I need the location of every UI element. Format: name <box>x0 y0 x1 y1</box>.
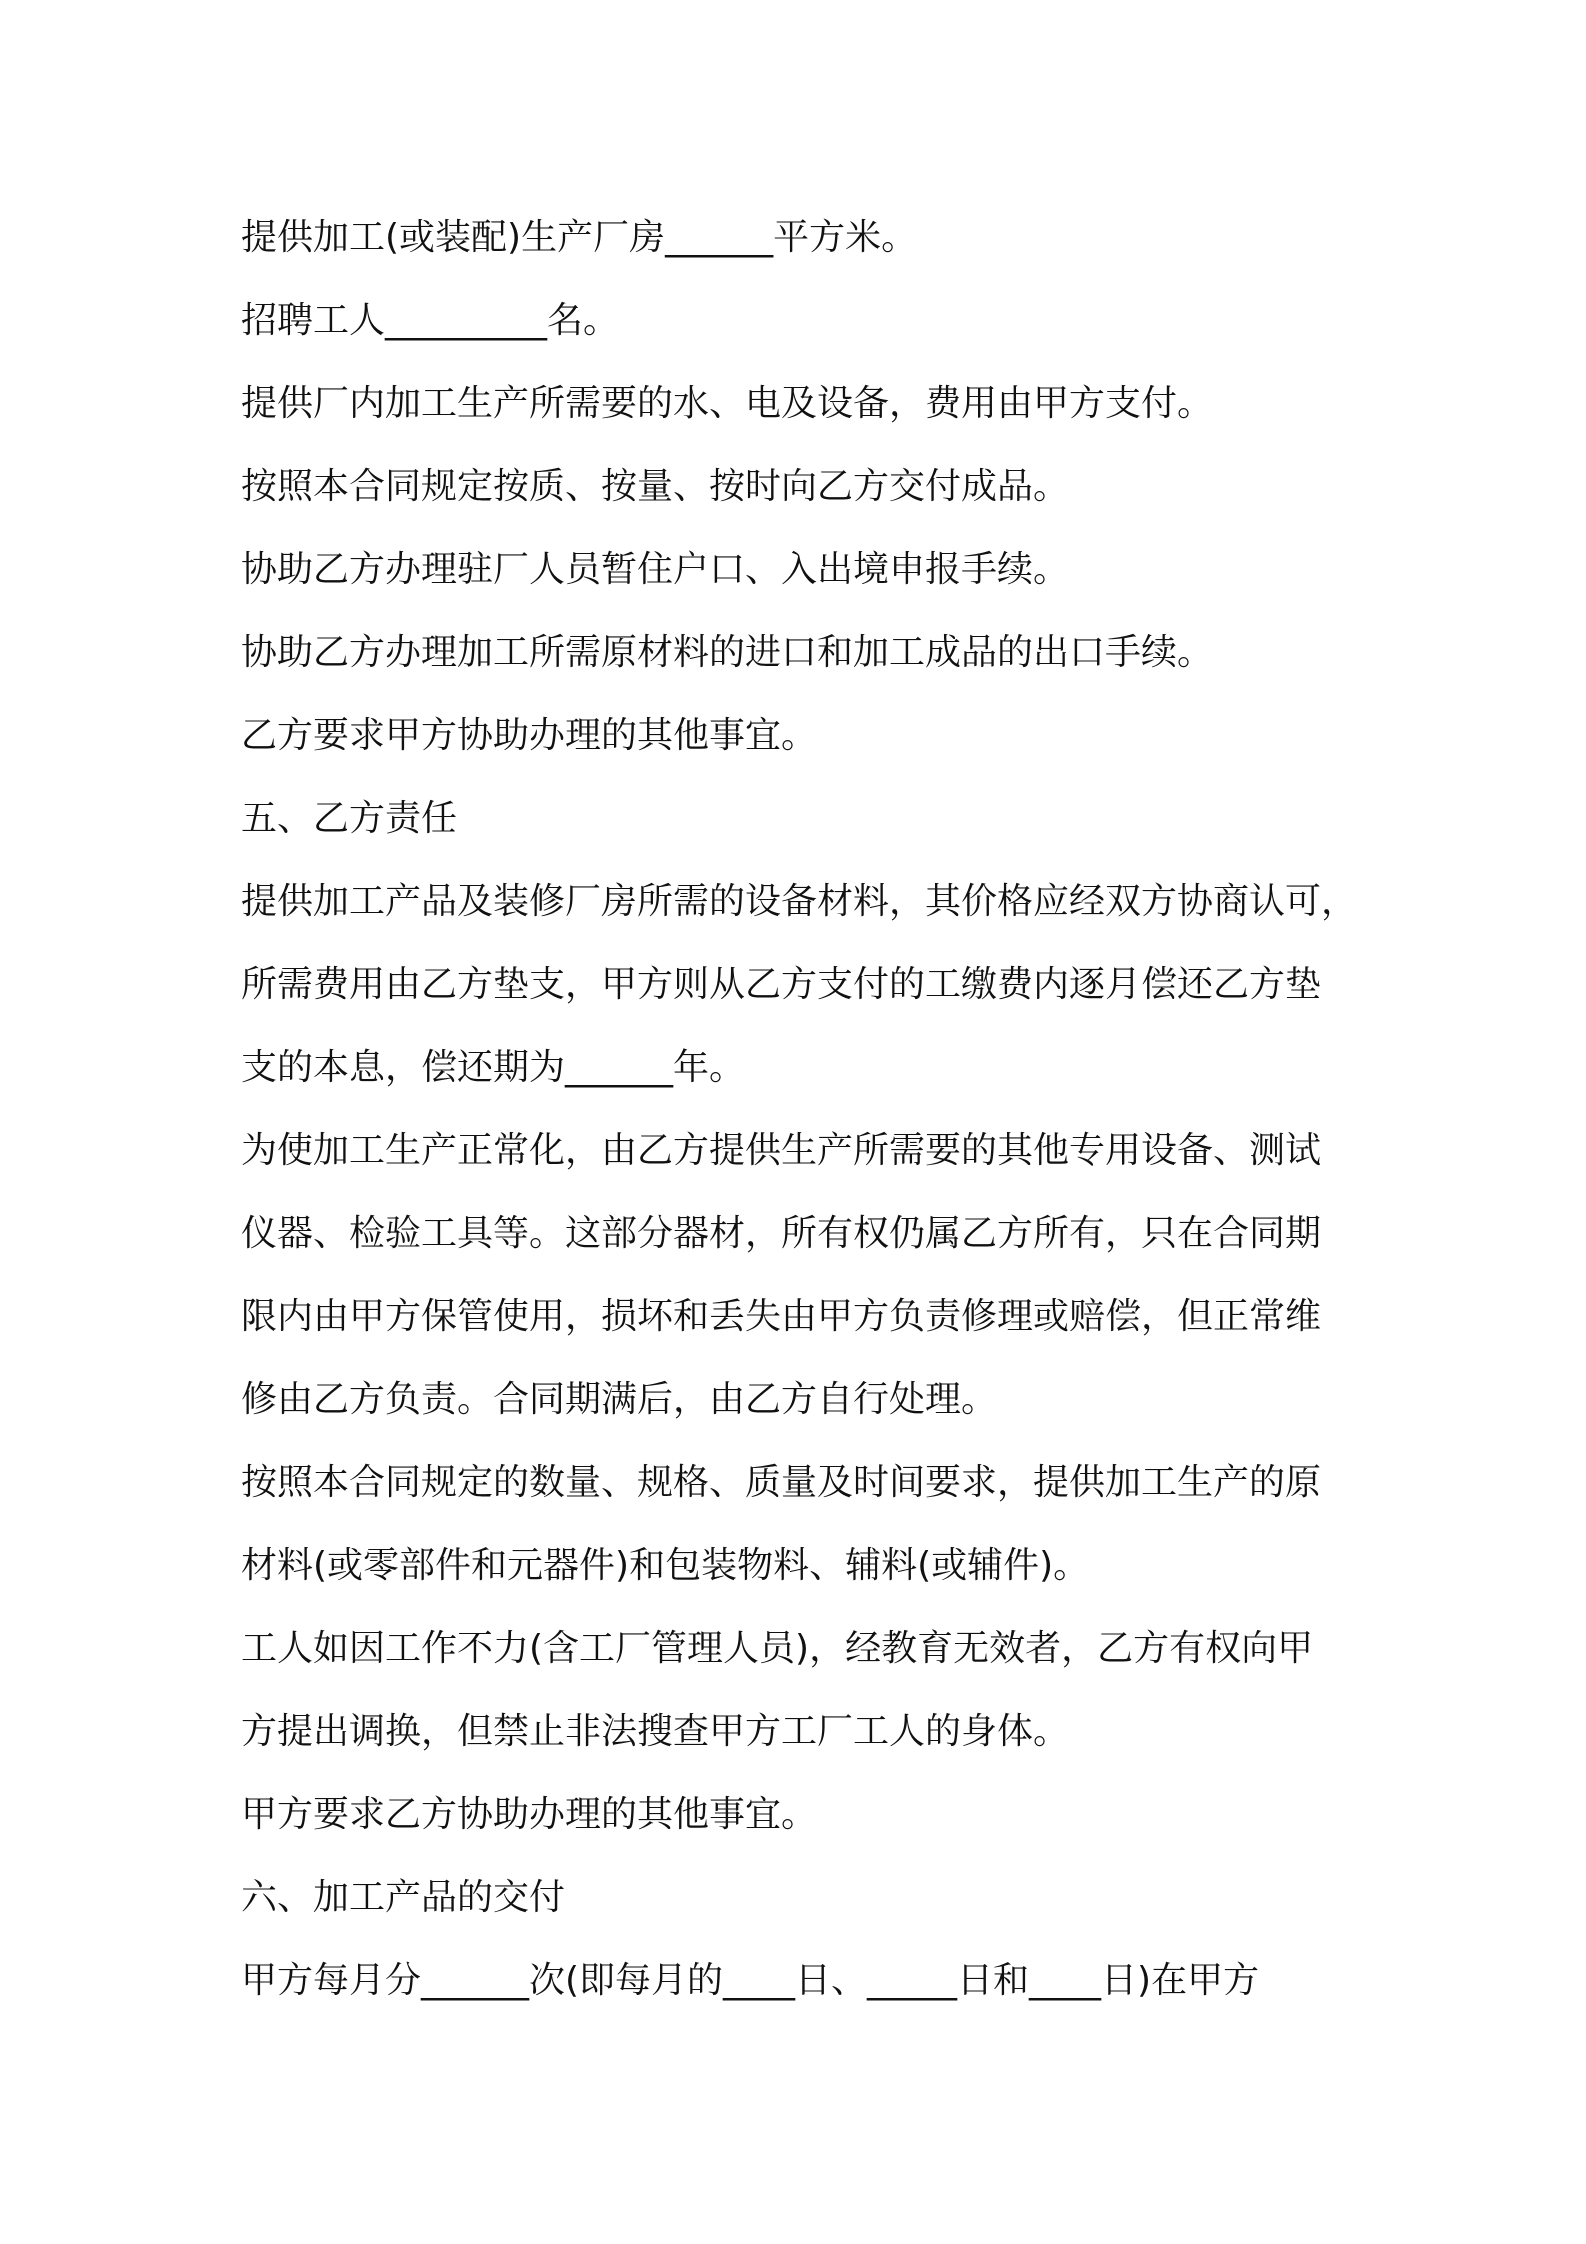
text-line: 修由乙方负责。合同期满后，由乙方自行处理。 <box>241 1379 998 1420</box>
text-line: 协助乙方办理加工所需原材料的进口和加工成品的出口手续。 <box>241 632 1214 673</box>
text-line: 甲方要求乙方协助办理的其他事宜。 <box>241 1794 818 1835</box>
text-line: 材料(或零部件和元器件)和包装物料、辅料(或辅件)。 <box>241 1545 1090 1586</box>
text-line: 招聘工人_________名。 <box>241 300 620 341</box>
text-line: 方提出调换，但禁止非法搜查甲方工厂工人的身体。 <box>241 1711 1070 1752</box>
text-line: 按照本合同规定按质、按量、按时向乙方交付成品。 <box>241 466 1070 507</box>
document-body <box>241 196 1371 2022</box>
text-line: 限内由甲方保管使用，损坏和丢失由甲方负责修理或赔偿，但正常维 <box>241 1296 1322 1337</box>
section-heading: 六、加工产品的交付 <box>241 1877 566 1918</box>
text-line: 提供加工(或装配)生产厂房______平方米。 <box>241 217 918 258</box>
text-line: 提供厂内加工生产所需要的水、电及设备，费用由甲方支付。 <box>241 383 1214 424</box>
text-line: 工人如因工作不力(含工厂管理人员)，经教育无效者，乙方有权向甲 <box>241 1628 1314 1669</box>
text-line: 按照本合同规定的数量、规格、质量及时间要求，提供加工生产的原 <box>241 1462 1322 1503</box>
text-line: 甲方每月分______次(即每月的____日、_____日和____日)在甲方 <box>241 1960 1260 2001</box>
text-line: 支的本息，偿还期为______年。 <box>241 1047 746 1088</box>
section-heading: 五、乙方责任 <box>241 798 458 839</box>
text-line: 乙方要求甲方协助办理的其他事宜。 <box>241 715 818 756</box>
text-line: 仪器、检验工具等。这部分器材，所有权仍属乙方所有，只在合同期 <box>241 1213 1322 1254</box>
text-line: 为使加工生产正常化，由乙方提供生产所需要的其他专用设备、测试 <box>241 1130 1322 1171</box>
text-line: 所需费用由乙方垫支，甲方则从乙方支付的工缴费内逐月偿还乙方垫 <box>241 964 1322 1005</box>
text-line: 协助乙方办理驻厂人员暂住户口、入出境申报手续。 <box>241 549 1070 590</box>
text-line: 提供加工产品及装修厂房所需的设备材料，其价格应经双方协商认可， <box>241 881 1358 922</box>
